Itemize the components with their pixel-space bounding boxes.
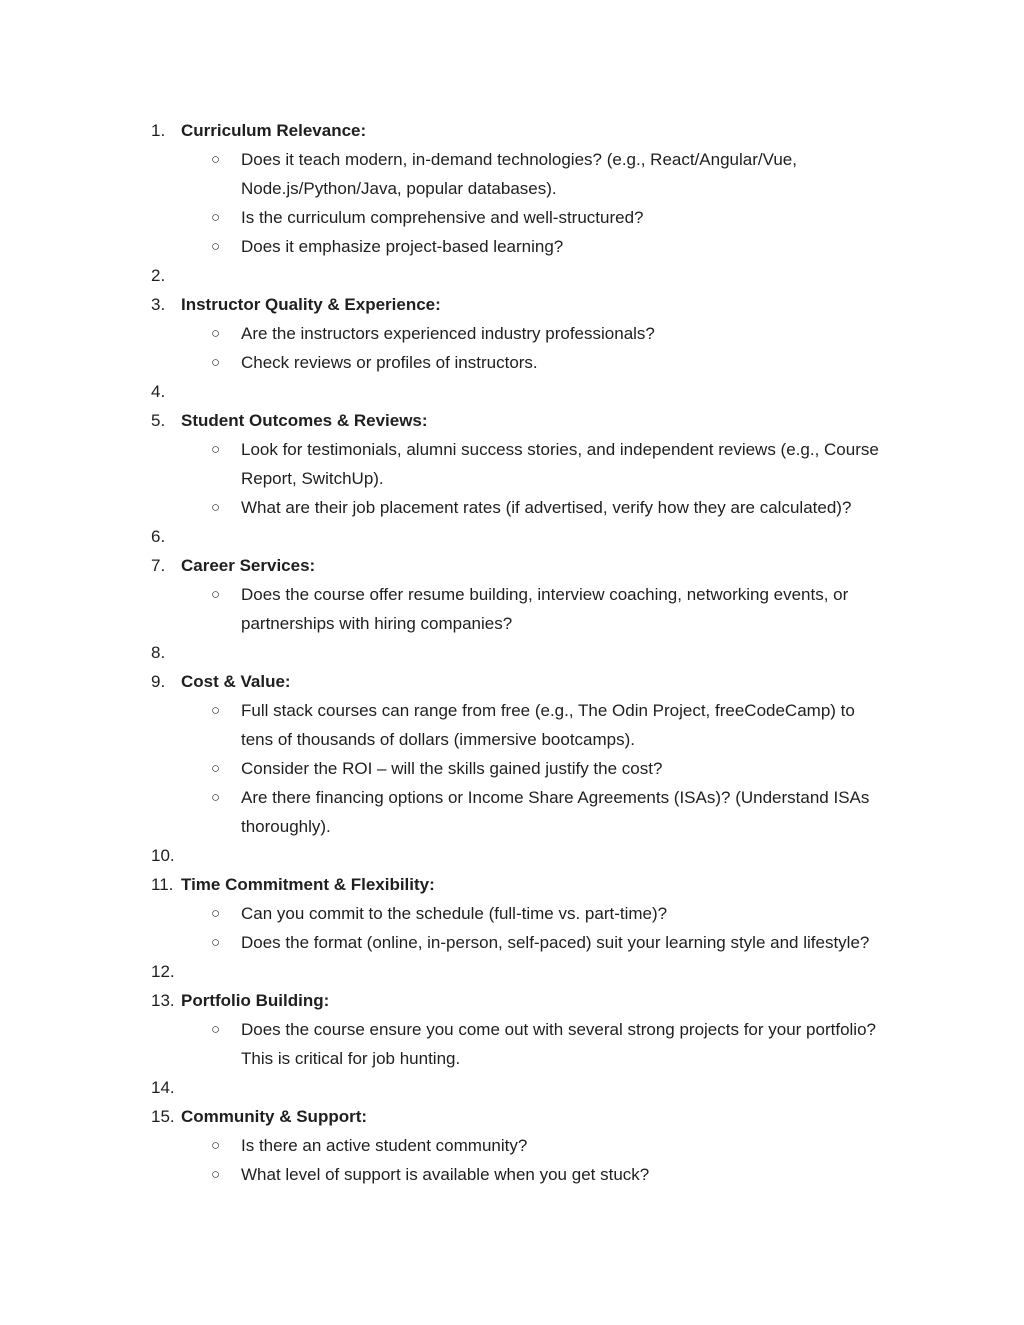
sub-bullet-text	[241, 928, 913, 957]
text-line: thoroughly).	[241, 817, 331, 836]
hollow-circle-bullet-icon: ○	[211, 499, 221, 516]
list-item	[0, 870, 1024, 957]
sub-bullet-text	[241, 145, 913, 203]
text-line: partnerships with hiring companies?	[241, 614, 513, 633]
section-title: Career Services:	[181, 556, 316, 575]
hollow-circle-bullet-icon: ○	[211, 586, 221, 603]
list-item-header	[0, 406, 1024, 435]
list-item	[0, 957, 1024, 986]
text-line: Are the instructors experienced industry professionals?	[241, 324, 655, 343]
text-line: Does the course offer resume building, interview coaching, networking events, or	[241, 585, 849, 604]
list-item	[0, 261, 1024, 290]
list-item	[0, 551, 1024, 638]
list-item-header	[0, 290, 1024, 319]
text-line: Consider the ROI – will the skills gained justify the cost?	[241, 759, 663, 778]
list-number: 9.	[151, 672, 166, 691]
sub-bullet-text	[241, 1160, 913, 1189]
sub-bullet-text	[241, 696, 913, 754]
sub-bullet-text	[241, 232, 913, 261]
text-line: Can you commit to the schedule (full-time vs. part-time)?	[241, 904, 668, 923]
hollow-circle-bullet-icon: ○	[211, 702, 221, 719]
sub-bullet-text	[241, 348, 913, 377]
list-number: 11.	[151, 875, 174, 894]
list-number: 10.	[151, 846, 175, 865]
text-line: This is critical for job hunting.	[241, 1049, 461, 1068]
list-number: 14.	[151, 1078, 175, 1097]
text-line: Look for testimonials, alumni success stories, and independent reviews (e.g., Course	[241, 440, 879, 459]
section-title: Curriculum Relevance:	[181, 121, 367, 140]
sub-bullet-item	[0, 145, 1024, 203]
sub-bullet-item	[0, 696, 1024, 754]
list-item	[0, 667, 1024, 841]
sub-bullet-text	[241, 754, 913, 783]
list-number: 13.	[151, 991, 175, 1010]
sub-bullet-item	[0, 435, 1024, 493]
list-number: 7.	[151, 556, 166, 575]
list-item-header	[0, 522, 1024, 551]
hollow-circle-bullet-icon: ○	[211, 1021, 221, 1038]
list-item	[0, 1073, 1024, 1102]
text-line: Report, SwitchUp).	[241, 469, 384, 488]
list-item-header	[0, 116, 1024, 145]
sub-bullet-item	[0, 1131, 1024, 1160]
list-number: 6.	[151, 527, 166, 546]
list-item	[0, 986, 1024, 1073]
list-item	[0, 638, 1024, 667]
list-item-header	[0, 261, 1024, 290]
sub-bullet-item	[0, 1015, 1024, 1073]
list-item-header	[0, 667, 1024, 696]
hollow-circle-bullet-icon: ○	[211, 934, 221, 951]
section-title: Instructor Quality & Experience:	[181, 295, 441, 314]
list-item	[0, 1102, 1024, 1189]
list-number: 15.	[151, 1107, 175, 1126]
section-title: Community & Support:	[181, 1107, 368, 1126]
sub-bullet-item	[0, 348, 1024, 377]
sub-bullet-text	[241, 319, 913, 348]
section-title: Time Commitment & Flexibility:	[181, 875, 435, 894]
hollow-circle-bullet-icon: ○	[211, 151, 221, 168]
sub-bullet-text	[241, 899, 913, 928]
sub-bullet-item	[0, 783, 1024, 841]
text-line: tens of thousands of dollars (immersive bootcamps).	[241, 730, 636, 749]
hollow-circle-bullet-icon: ○	[211, 789, 221, 806]
list-item	[0, 841, 1024, 870]
section-title: Cost & Value:	[181, 672, 291, 691]
sub-bullet-item	[0, 899, 1024, 928]
list-number: 12.	[151, 962, 175, 981]
list-item	[0, 116, 1024, 261]
section-title: Portfolio Building:	[181, 991, 330, 1010]
sub-bullet-item	[0, 754, 1024, 783]
list-item-header	[0, 551, 1024, 580]
text-line: Does the course ensure you come out with several strong projects for your portfolio?	[241, 1020, 876, 1039]
hollow-circle-bullet-icon: ○	[211, 441, 221, 458]
hollow-circle-bullet-icon: ○	[211, 325, 221, 342]
sub-bullet-text	[241, 1131, 913, 1160]
list-number: 8.	[151, 643, 166, 662]
text-line: Is there an active student community?	[241, 1136, 528, 1155]
list-item-header	[0, 870, 1024, 899]
text-line: What are their job placement rates (if advertised, verify how they are calculated)?	[241, 498, 852, 517]
sub-bullet-item	[0, 580, 1024, 638]
document-page	[0, 116, 1024, 1189]
list-number: 3.	[151, 295, 166, 314]
sub-bullet-text	[241, 580, 913, 638]
list-item	[0, 290, 1024, 377]
hollow-circle-bullet-icon: ○	[211, 905, 221, 922]
list-number: 2.	[151, 266, 166, 285]
sub-bullet-item	[0, 1160, 1024, 1189]
list-item	[0, 377, 1024, 406]
text-line: Is the curriculum comprehensive and well-structured?	[241, 208, 644, 227]
section-title: Student Outcomes & Reviews:	[181, 411, 428, 430]
text-line: Does it teach modern, in-demand technologies? (e.g., React/Angular/Vue,	[241, 150, 797, 169]
hollow-circle-bullet-icon: ○	[211, 354, 221, 371]
sub-bullet-text	[241, 1015, 913, 1073]
list-item-header	[0, 841, 1024, 870]
text-line: Are there financing options or Income Share Agreements (ISAs)? (Understand ISAs	[241, 788, 870, 807]
hollow-circle-bullet-icon: ○	[211, 238, 221, 255]
list-item-header	[0, 1102, 1024, 1131]
list-number: 1.	[151, 121, 166, 140]
sub-bullet-text	[241, 783, 913, 841]
text-line: Does the format (online, in-person, self-paced) suit your learning style and lifestyle?	[241, 933, 870, 952]
list-item-header	[0, 986, 1024, 1015]
list-number: 5.	[151, 411, 166, 430]
list-item-header	[0, 1073, 1024, 1102]
hollow-circle-bullet-icon: ○	[211, 1137, 221, 1154]
list-item-header	[0, 377, 1024, 406]
sub-bullet-item	[0, 232, 1024, 261]
text-line: Node.js/Python/Java, popular databases).	[241, 179, 557, 198]
hollow-circle-bullet-icon: ○	[211, 1166, 221, 1183]
sub-bullet-text	[241, 435, 913, 493]
text-line: Full stack courses can range from free (e.g., The Odin Project, freeCodeCamp) to	[241, 701, 855, 720]
sub-bullet-item	[0, 319, 1024, 348]
sub-bullet-text	[241, 203, 913, 232]
list-item-header	[0, 638, 1024, 667]
list-item	[0, 406, 1024, 522]
text-line: Does it emphasize project-based learning?	[241, 237, 564, 256]
text-line: What level of support is available when you get stuck?	[241, 1165, 650, 1184]
list-item-header	[0, 957, 1024, 986]
list-item	[0, 522, 1024, 551]
sub-bullet-item	[0, 493, 1024, 522]
list-number: 4.	[151, 382, 166, 401]
text-line: Check reviews or profiles of instructors.	[241, 353, 538, 372]
hollow-circle-bullet-icon: ○	[211, 760, 221, 777]
hollow-circle-bullet-icon: ○	[211, 209, 221, 226]
sub-bullet-item	[0, 928, 1024, 957]
sub-bullet-text	[241, 493, 913, 522]
sub-bullet-item	[0, 203, 1024, 232]
